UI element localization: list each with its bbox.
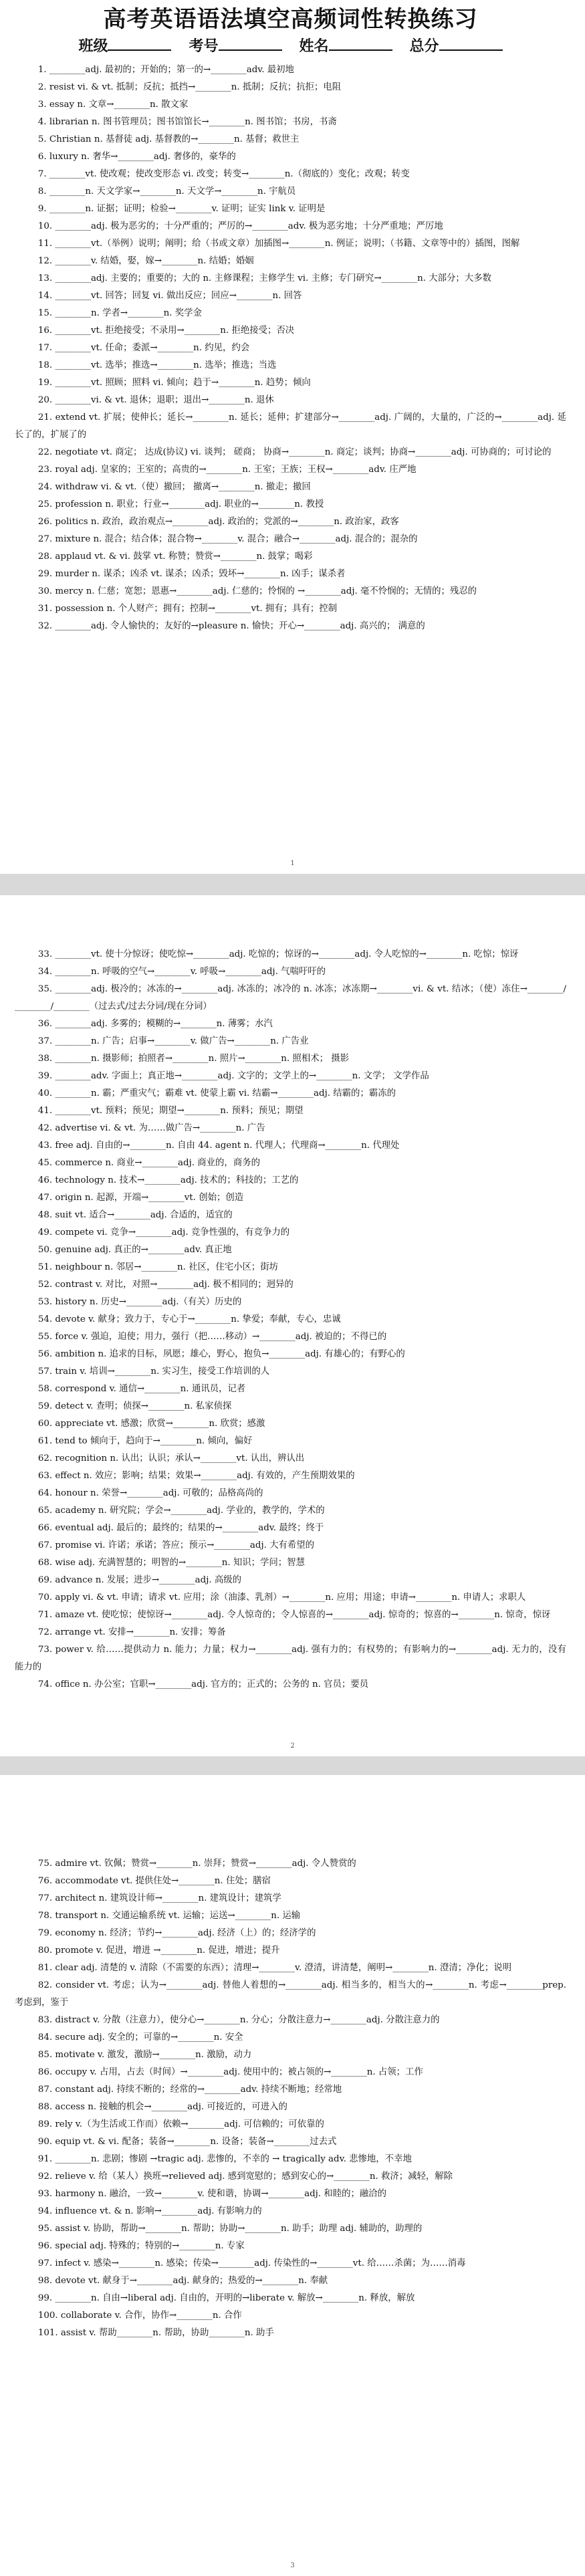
page-number: 3 [290, 2562, 295, 2569]
name-blank[interactable] [329, 35, 392, 51]
exercise-item: 91. ________n. 悲剧；惨剧 →tragic adj. 悲惨的，不幸的 → tragically adv. 悲惨地，不幸地 [37, 2154, 412, 2164]
exercise-item: 29. murder n. 谋杀；凶杀 vt. 谋杀；凶杀；毁坏→________n. 凶手；谋杀者 [37, 569, 346, 579]
exercise-item: 10. ________adj. 极为恶劣的；十分严重的；严厉的→________adv. 极为恶劣地；十分严重地；严厉地 [37, 221, 443, 231]
exam-no-field[interactable] [189, 35, 281, 59]
exercise-item: 90. equip vt. & vi. 配备；装备→________n. 设备；装备→________过去式 [37, 2137, 337, 2147]
exercise-item: 34. ________n. 呼吸的空气→________v. 呼吸→________adj. 气喘吁吁的 [37, 967, 326, 977]
exercise-item: 4. librarian n. 图书管理员；图书馆馆长→________n. 图书馆；书房，书斋 [37, 117, 337, 127]
exercise-item: 20. ________vi. & vt. 退休；退职；退出→________n. 退休 [37, 395, 274, 405]
exercise-item: 9. ________n. 证据；证明；检验→________v. 证明；证实 link v. 证明是 [37, 204, 326, 214]
exercise-item: 56. ambition n. 追求的目标，夙愿；雄心，野心，抱负→________adj. 有雄心的；有野心的 [37, 1349, 405, 1359]
exercise-item: 41. ________vt. 预料；预见；期望→________n. 预料；预见；期望 [37, 1106, 304, 1116]
exercise-item: 95. assist v. 协助，帮助→________n. 帮助；协助→________n. 助手；助理 adj. 辅助的，助理的 [37, 2224, 423, 2234]
class-blank[interactable] [108, 35, 171, 51]
exercise-item: 93. harmony n. 融洽，一致→________v. 使和谐，协调→________adj. 和睦的；融洽的 [37, 2189, 387, 2199]
exercise-item: 1. ________adj. 最初的；开始的；第一的→________adv. 最初地 [37, 65, 294, 75]
exercise-item: 88. access n. 接触的机会→________adj. 可接近的，可进入的 [37, 2102, 287, 2112]
exercise-item: 89. rely v.（为生活或工作而）依赖→________adj. 可信赖的；可依靠的 [37, 2119, 324, 2129]
exercise-item: 26. politics n. 政治，政治观点→________adj. 政治的；党派的→________n. 政治家，政客 [37, 517, 399, 527]
exercise-item: 12. ________v. 结婚，娶，嫁→________n. 结婚；婚姻 [37, 256, 254, 266]
exercise-item: 24. withdraw vi. & vt.（使）撤回； 撤离→________n. 撤走；撤回 [37, 482, 311, 492]
score-blank[interactable] [439, 35, 503, 51]
exercise-item: 45. commerce n. 商业→________adj. 商业的，商务的 [37, 1158, 260, 1168]
exercise-item: 99. ________n. 自由→liberal adj. 自由的，开明的→liberate v. 解放→________n. 释放，解放 [37, 2293, 415, 2303]
score-field[interactable] [410, 35, 503, 59]
exercise-item: 33. ________vt. 使十分惊讶；使吃惊→________adj. 吃惊的；惊讶的→________adj. 令人吃惊的→________n. 吃惊；惊讶 [37, 949, 519, 959]
exercise-item: 30. mercy n. 仁慈；宽恕；恩惠→________adj. 仁慈的；怜悯的 →________adj. 毫不怜悯的；无情的；残忍的 [37, 586, 477, 596]
class-field[interactable] [78, 35, 171, 59]
exercise-item: 66. eventual adj. 最后的；最终的；结果的→________adv. 最终；终于 [37, 1523, 324, 1533]
exercise-item: 82. consider vt. 考虑；认为→________adj. 替他人着想的→________adj. 相当多的，相当大的→________n. 考虑→________prep. 考虑到，鉴于 [15, 1980, 566, 2008]
exercise-item: 86. occupy v. 占用，占去（时间）→________adj. 使用中的；被占领的→________n. 占领；工作 [37, 2067, 423, 2077]
exercise-item: 16. ________vt. 拒绝接受；不录用→________n. 拒绝接受；否决 [37, 326, 295, 336]
exercise-item: 80. promote v. 促进，增进 →________n. 促进，增进；提升 [37, 1946, 280, 1956]
exercise-item: 21. extend vt. 扩展；使伸长；延长→________n. 延长；延伸；扩建部分→________adj. 广阔的，大量的，广泛的→________adj. 延长了的，扩展了的 [15, 413, 566, 440]
exercise-item: 11. ________vt.（举例）说明；阐明；给（书或文章）加插图→________n. 例证；说明；（书籍、文章等中的）插图，图解 [37, 239, 520, 249]
exercise-item: 23. royal adj. 皇家的；王室的；高贵的→________n. 王室；王族；王权→________adv. 庄严地 [37, 465, 417, 475]
exam-no-blank[interactable] [219, 35, 282, 51]
exercise-item: 69. advance n. 发展；进步→________adj. 高级的 [37, 1575, 242, 1585]
exercise-item: 38. ________n. 摄影师；拍照者→________n. 照片→________n. 照相术； 摄影 [37, 1054, 350, 1064]
exercise-item: 97. infect v. 感染→________n. 感染；传染→________adj. 传染性的→________vt. 给……杀菌；为……消毒 [37, 2258, 466, 2268]
exercise-item: 47. origin n. 起源，开端→________vt. 创始；创造 [37, 1193, 244, 1203]
exercise-item: 87. constant adj. 持续不断的；经常的→________adv. 持续不断地；经常地 [37, 2085, 342, 2095]
exercise-item: 70. apply vi. & vt. 申请；请求 vt. 应用；涂（油漆、乳剂）→________n. 应用；用途；申请→________n. 申请人；求职人 [37, 1593, 526, 1603]
exercise-item: 92. relieve v. 给（某人）换班→relieved adj. 感到宽慰的；感到安心的→________n. 救济；减轻，解除 [37, 2172, 453, 2182]
exercise-item: 100. collaborate v. 合作，协作→________n. 合作 [37, 2311, 242, 2321]
exercise-item: 79. economy n. 经济；节约→________adj. 经济（上）的；经济学的 [37, 1928, 316, 1938]
exercise-item: 28. applaud vt. & vi. 鼓掌 vt. 称赞；赞赏→________n. 鼓掌；喝彩 [37, 552, 313, 562]
page-number: 1 [290, 860, 295, 867]
exercise-item: 81. clear adj. 清楚的 v. 清除（不需要的东西）；清理→________v. 澄清，讲清楚，阐明→________n. 澄清；净化；说明 [37, 1963, 512, 1973]
exercise-item: 58. correspond v. 通信→________n. 通讯员，记者 [37, 1384, 246, 1394]
exercise-item: 78. transport n. 交通运输系统 vt. 运输；运送→________n. 运输 [37, 1911, 301, 1921]
exercise-item: 35. ________adj. 极冷的；冰冻的→________adj. 冰冻的；冰冷的 n. 冰冻；冰冻期→________vi. & vt. 结冰；（使）冻住→________/________/________（过去式/过去分词/现在分词） [15, 984, 566, 1012]
exercise-item: 17. ________vt. 任命；委派→________n. 约见，约会 [37, 343, 250, 353]
exercise-item: 50. genuine adj. 真正的→________adv. 真正地 [37, 1245, 232, 1255]
exercise-item: 40. ________n. 霸；严重灾气；霸难 vt. 使蒙上霸 vi. 结霸→________adj. 结霸的；霸冻的 [37, 1088, 396, 1098]
page-3 [0, 1775, 585, 2576]
exercise-item: 22. negotiate vt. 商定； 达成(协议) vi. 谈判； 磋商； 协商→________n. 商定；谈判；协商→________adj. 可协商的；可讨论的 [37, 447, 552, 457]
exercise-item: 67. promise vi. 许诺；承诺；答应；预示→________adj. 大有希望的 [37, 1540, 315, 1550]
exercise-item: 65. academy n. 研究院；学会→________adj. 学业的，教学的，学术的 [37, 1506, 325, 1516]
exercise-item: 48. suit vt. 适合→________adj. 合适的，适宜的 [37, 1210, 233, 1220]
exercise-item: 6. luxury n. 奢华→________adj. 奢侈的，豪华的 [37, 152, 236, 162]
exercise-item: 25. profession n. 职业；行业→________adj. 职业的→________n. 教授 [37, 499, 324, 509]
exercise-item: 53. history n. 历史→________adj.（有关）历史的 [37, 1297, 242, 1307]
exercise-item: 52. contrast v. 对比，对照→________adj. 极不相同的；迥异的 [37, 1280, 294, 1290]
exercise-list-page-2 [15, 946, 566, 1693]
exercise-item: 7. ________vt. 使改观；使改变形态 vi. 改变；转变→________n.（彻底的）变化；改观；转变 [37, 169, 410, 179]
exercise-item: 76. accommodate vt. 提供住处→________n. 住处；膳宿 [37, 1876, 271, 1886]
exercise-item: 71. amaze vt. 使吃惊；使惊讶→________adj. 令人惊奇的；令人惊喜的→________adj. 惊奇的；惊喜的→________n. 惊奇，惊讶 [37, 1610, 551, 1620]
exercise-item: 39. ________adv. 字面上；真正地→________adj. 文字的；文学上的→________n. 文学； 文学作品 [37, 1071, 429, 1081]
exercise-item: 14. ________vt. 回答；回复 vi. 做出反应；回应→________n. 回答 [37, 291, 302, 301]
exercise-item: 59. detect v. 查明；侦探→________n. 私家侦探 [37, 1401, 232, 1411]
exam-no-label: 考号 [189, 38, 219, 55]
page-2 [0, 895, 585, 1756]
name-label: 姓名 [299, 38, 329, 55]
student-info-row [15, 35, 566, 59]
exercise-item: 98. devote vt. 献身于→________adj. 献身的；热爱的→________n. 奉献 [37, 2276, 328, 2286]
page-number: 2 [290, 1742, 295, 1750]
exercise-item: 51. neighbour n. 邻居→________n. 社区，住宅小区；街坊 [37, 1262, 279, 1272]
exercise-item: 85. motivate v. 激发，激励→________n. 激励，动力 [37, 2050, 252, 2060]
exercise-item: 2. resist vi. & vt. 抵制；反抗；抵挡→________n. 抵制；反抗；抗拒；电阻 [37, 82, 342, 92]
exercise-item: 46. technology n. 技术→________adj. 技术的；科技的；工艺的 [37, 1175, 299, 1185]
exercise-item: 8. ________n. 天文学家→________n. 天文学→________n. 宇航员 [37, 187, 296, 197]
exercise-item: 61. tend to 倾向于，趋向于→________n. 倾向，偏好 [37, 1436, 253, 1446]
exercise-item: 37. ________n. 广告；启事→________v. 做广告→________n. 广告业 [37, 1036, 309, 1046]
exercise-item: 77. architect n. 建筑设计师→________n. 建筑设计；建筑学 [37, 1893, 281, 1903]
exercise-item: 74. office n. 办公室；官职→________adj. 官方的；正式的；公务的 n. 官员；要员 [37, 1679, 369, 1689]
exercise-item: 63. effect n. 效应；影响；结果；效果→________adj. 有效的，产生预期效果的 [37, 1471, 355, 1481]
exercise-list-page-1 [15, 62, 566, 635]
exercise-item: 60. appreciate vt. 感激；欣赏→________n. 欣赏；感激 [37, 1419, 265, 1429]
exercise-item: 3. essay n. 文章→________n. 散文家 [37, 100, 189, 110]
exercise-item: 18. ________vt. 选举；推选→________n. 选举；推选；当选 [37, 360, 277, 370]
exercise-item: 15. ________n. 学者→________n. 奖学金 [37, 308, 202, 318]
exercise-item: 96. special adj. 特殊的；特别的→________n. 专家 [37, 2241, 245, 2251]
exercise-item: 94. influence vt. & n. 影响→________adj. 有影响力的 [37, 2206, 262, 2216]
page-1 [0, 0, 585, 874]
exercise-item: 19. ________vt. 照顾；照料 vi. 倾向；趋于→________n. 趋势；倾向 [37, 378, 311, 388]
exercise-item: 73. power v. 给……提供动力 n. 能力；力量；权力→________adj. 强有力的；有权势的；有影响力的→________adj. 无力的，没有能力的 [15, 1645, 566, 1672]
exercise-item: 31. possession n. 个人财产；拥有；控制→________vt. 拥有；具有；控制 [37, 604, 338, 614]
name-field[interactable] [300, 35, 392, 59]
exercise-item: 27. mixture n. 混合；结合体；混合物→________v. 混合；融合→________adj. 混合的；混杂的 [37, 534, 418, 544]
exercise-item: 84. secure adj. 安全的；可靠的→________n. 安全 [37, 2032, 243, 2042]
exercise-item: 68. wise adj. 充满智慧的；明智的→________n. 知识；学问；智慧 [37, 1558, 305, 1568]
exercise-item: 13. ________adj. 主要的；重要的；大的 n. 主修课程；主修学生 vi. 主修；专门研究→________n. 大部分；大多数 [37, 273, 491, 283]
document-title: 高考英语语法填空高频词性转换练习 [103, 6, 478, 33]
exercise-item: 36. ________adj. 多雾的；模糊的→________n. 薄雾；水汽 [37, 1019, 273, 1029]
exercise-item: 72. arrange vt. 安排→________n. 安排；筹备 [37, 1627, 226, 1637]
exercise-item: 55. force v. 强迫，迫使；用力，强行（把……移动）→________adj. 被迫的；不得已的 [37, 1332, 387, 1342]
exercise-item: 42. advertise vi. & vt. 为……做广告→________n. 广告 [37, 1123, 265, 1133]
exercise-item: 5. Christian n. 基督徒 adj. 基督教的→________n. 基督；救世主 [37, 134, 300, 144]
exercise-item: 57. train v. 培训→________n. 实习生，接受工作培训的人 [37, 1367, 270, 1377]
exercise-item: 43. free adj. 自由的→________n. 自由 44. agent n. 代理人；代理商→________n. 代理处 [37, 1141, 400, 1151]
exercise-item: 54. devote v. 献身；致力于，专心于→________n. 挚爱；奉献，专心，忠诚 [37, 1314, 341, 1324]
exercise-item: 62. recognition n. 认出；认识；承认→________vt. 认出，辨认出 [37, 1453, 305, 1463]
exercise-item: 75. admire vt. 钦佩；赞赏→________n. 崇拜；赞赏→________adj. 令人赞赏的 [37, 1859, 356, 1869]
exercise-list-page-3 [15, 1855, 566, 2342]
exercise-item: 64. honour n. 荣誉→________adj. 可敬的；品格高尚的 [37, 1488, 263, 1498]
exercise-item: 49. compete vi. 竞争→________adj. 竞争性强的，有竞争力的 [37, 1227, 290, 1238]
exercise-item: 83. distract v. 分散（注意力），使分心→________n. 分心；分散注意力→________adj. 分散注意力的 [37, 2015, 440, 2025]
score-label: 总分 [409, 38, 439, 55]
exercise-item: 32. ________adj. 令人愉快的；友好的→pleasure n. 愉快；开心→________adj. 高兴的； 满意的 [37, 621, 425, 631]
class-label: 班级 [78, 38, 108, 55]
exercise-item: 101. assist v. 帮助________n. 帮助，协助________n. 助手 [37, 2328, 274, 2338]
